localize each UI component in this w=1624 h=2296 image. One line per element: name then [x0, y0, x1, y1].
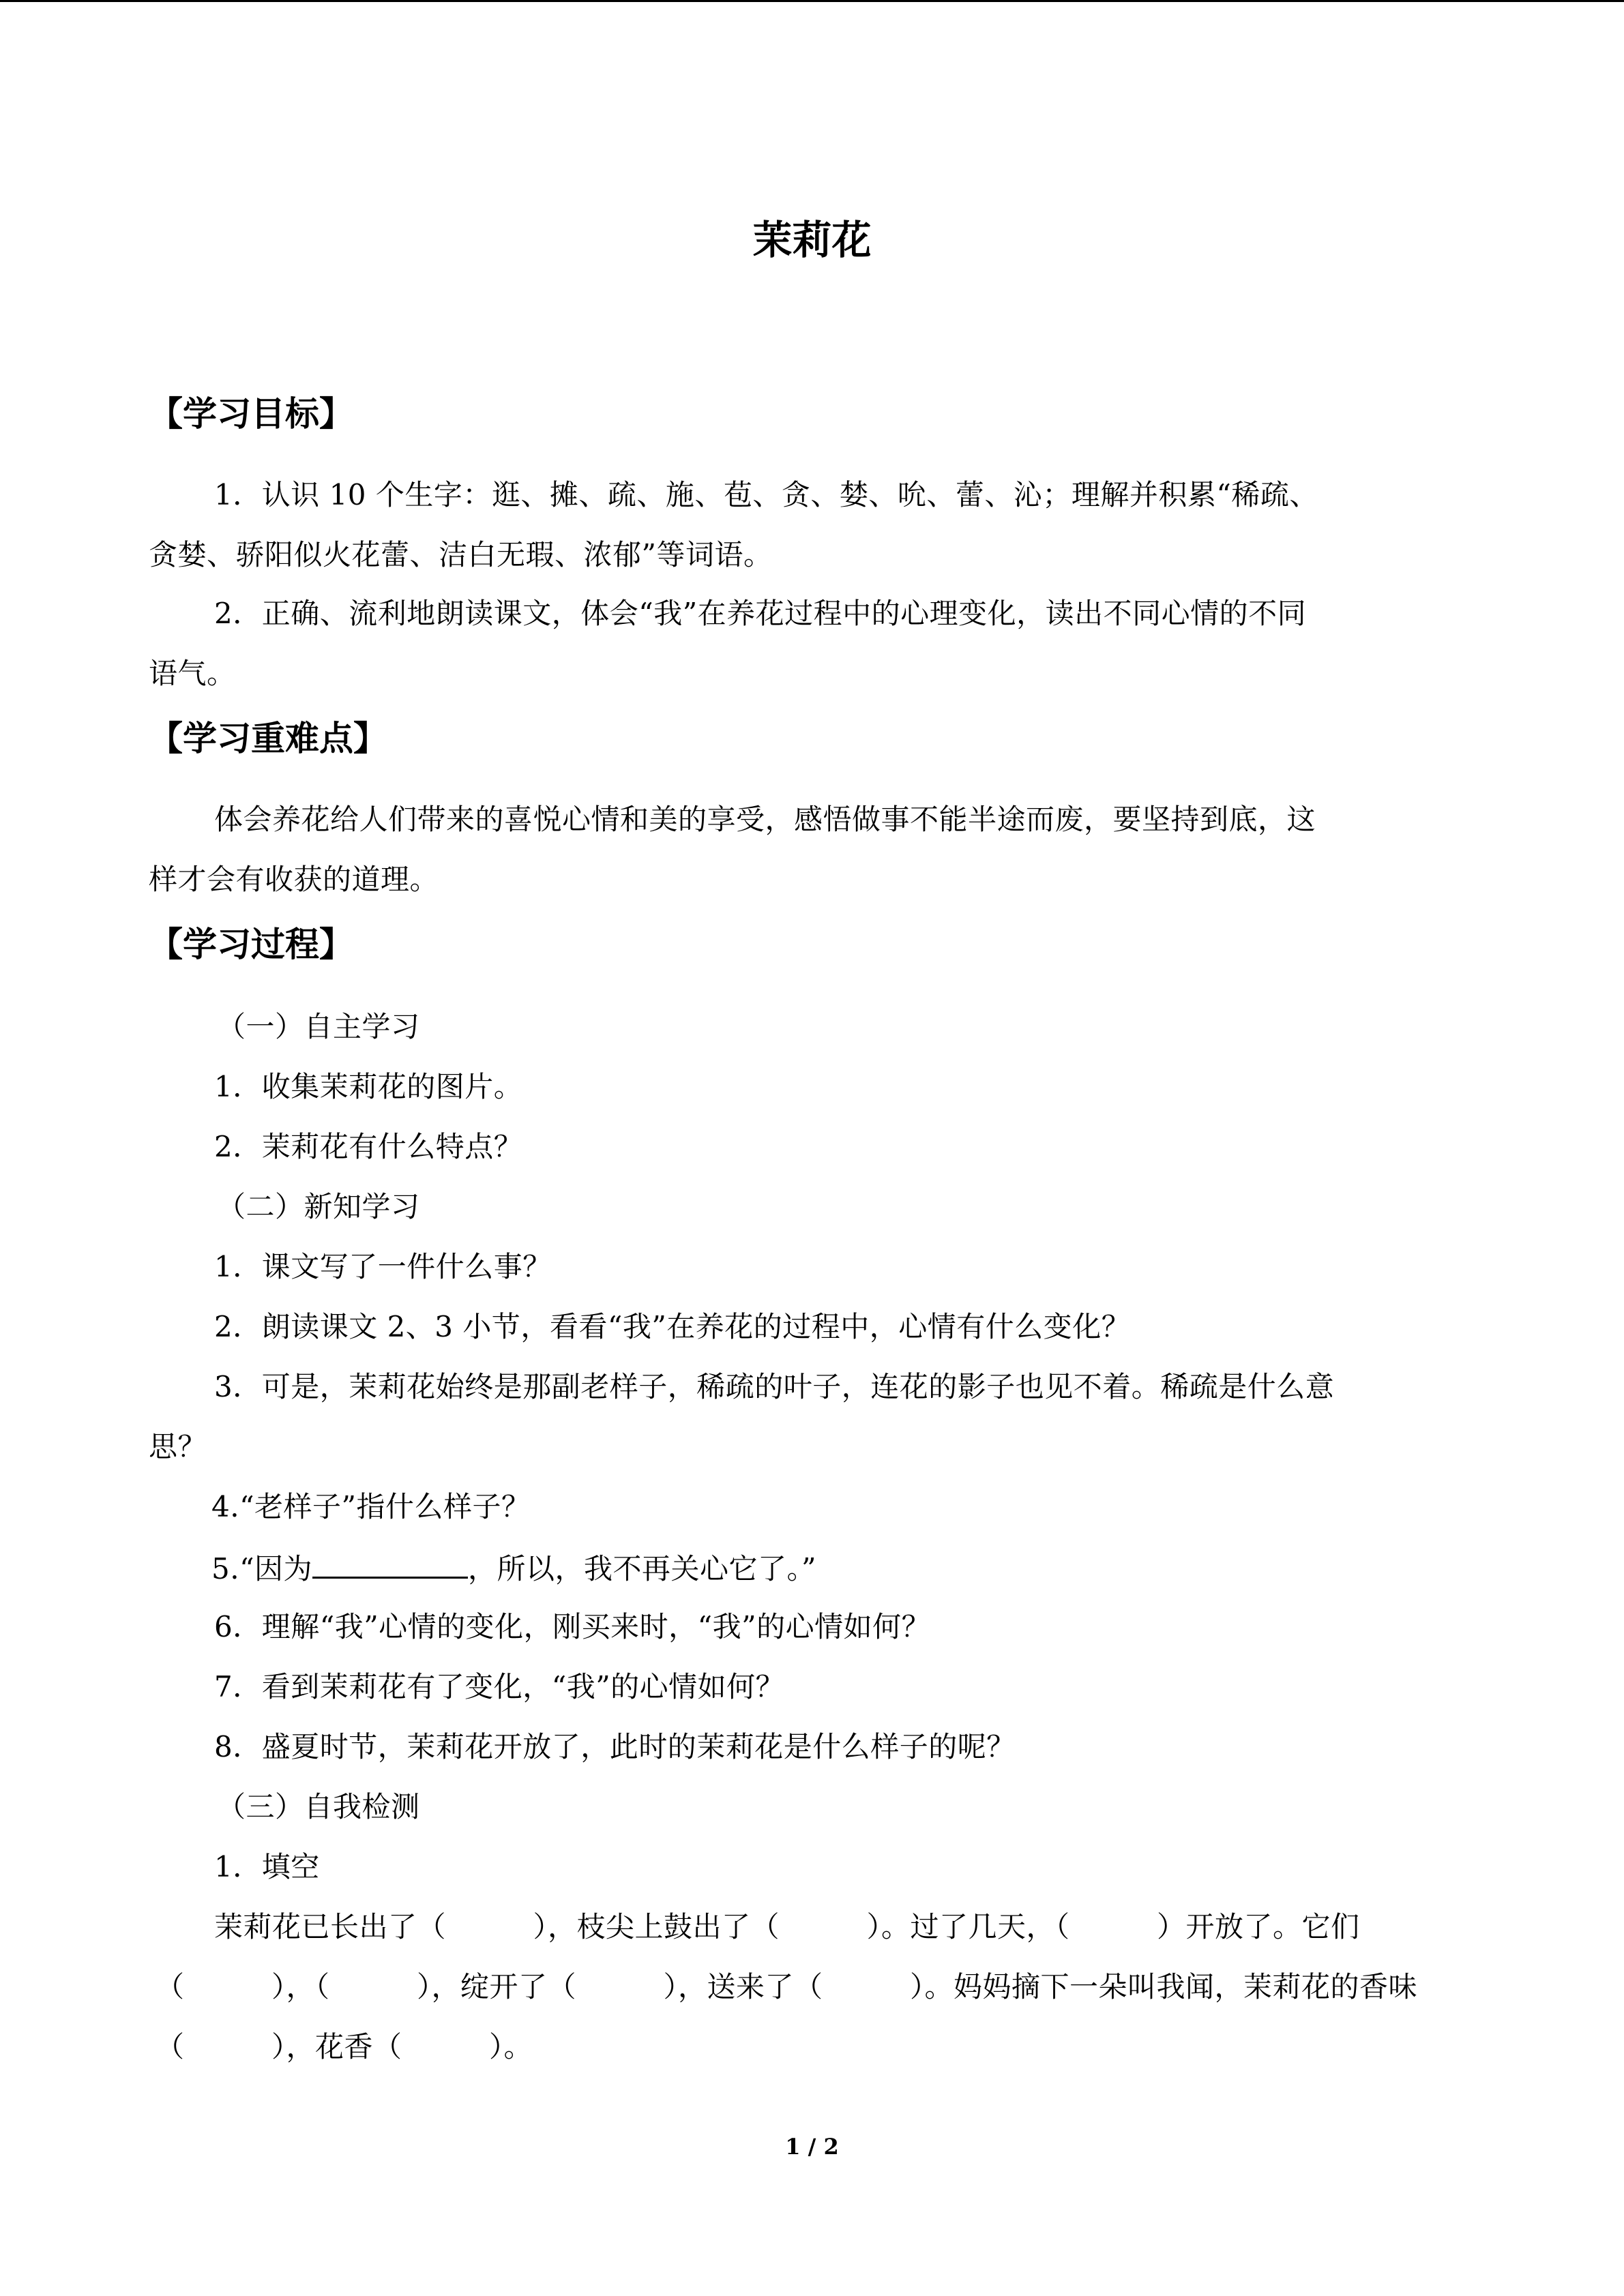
- part2-item-3: 3．可是，茉莉花始终是那副老样子，稀疏的叶子，连花的影子也见不着。稀疏是什么意: [214, 1370, 1335, 1403]
- page-number: 1 / 2: [785, 2134, 839, 2160]
- part2-item-3-cont: 思？: [149, 1430, 207, 1463]
- fill-line-1: 茉莉花已长出了（ ），枝尖上鼓出了（ ）。过了几天，（ ）开放了。它们: [214, 1910, 1360, 1943]
- page-title: 茉莉花: [752, 217, 872, 263]
- fill-line-2: （ ），（ ），绽开了（ ），送来了（ ）。妈妈摘下一朵叫我闻，茉莉花的香味: [156, 1970, 1418, 2003]
- goals-line-3: 2．正确、流利地朗读课文，体会“我”在养花过程中的心理变化，读出不同心情的不同: [214, 597, 1307, 630]
- part2-item-4: 4.“老样子”指什么样子？: [211, 1490, 531, 1523]
- item5-prefix: 5.“因为: [211, 1552, 313, 1585]
- item5-suffix: ，所以，我不再关心它了。”: [468, 1552, 817, 1585]
- fill-blank-line[interactable]: [312, 1547, 468, 1579]
- part3-item-1: 1．填空: [214, 1850, 320, 1883]
- key-points-line-2: 样才会有收获的道理。: [149, 863, 439, 896]
- part3-title: （三）自我检测: [217, 1790, 420, 1823]
- part2-item-1: 1．课文写了一件什么事？: [214, 1250, 552, 1283]
- part2-title: （二）新知学习: [217, 1190, 420, 1223]
- part1-title: （一）自主学习: [217, 1010, 420, 1043]
- process-heading: 【学习过程】: [149, 925, 353, 964]
- key-points-line-1: 体会养花给人们带来的喜悦心情和美的享受，感悟做事不能半途而废，要坚持到底，这: [214, 803, 1316, 836]
- part2-item-5: [211, 1547, 816, 1590]
- part2-item-7: 7．看到茉莉花有了变化，“我”的心情如何？: [214, 1670, 785, 1703]
- part2-item-2: 2．朗读课文 2、3 小节，看看“我”在养花的过程中，心情有什么变化？: [214, 1310, 1131, 1343]
- goals-heading: 【学习目标】: [149, 394, 353, 434]
- goals-line-4: 语气。: [149, 657, 236, 690]
- fill-line-3: （ ），花香（ ）。: [156, 2030, 533, 2063]
- part1-item-2: 2．茉莉花有什么特点？: [214, 1130, 523, 1163]
- part2-item-6: 6．理解“我”心情的变化，刚买来时，“我”的心情如何？: [214, 1610, 931, 1643]
- goals-line-1: 1．认识 10 个生字：逛、摊、疏、施、苞、贪、婪、吮、蕾、沁；理解并积累“稀疏、: [214, 478, 1318, 511]
- goals-line-2: 贪婪、骄阳似火花蕾、洁白无瑕、浓郁”等词语。: [149, 538, 773, 571]
- key-points-heading: 【学习重难点】: [149, 719, 387, 758]
- part2-item-8: 8．盛夏时节，茉莉花开放了，此时的茉莉花是什么样子的呢？: [214, 1730, 1016, 1763]
- part1-item-1: 1．收集茉莉花的图片。: [214, 1070, 523, 1103]
